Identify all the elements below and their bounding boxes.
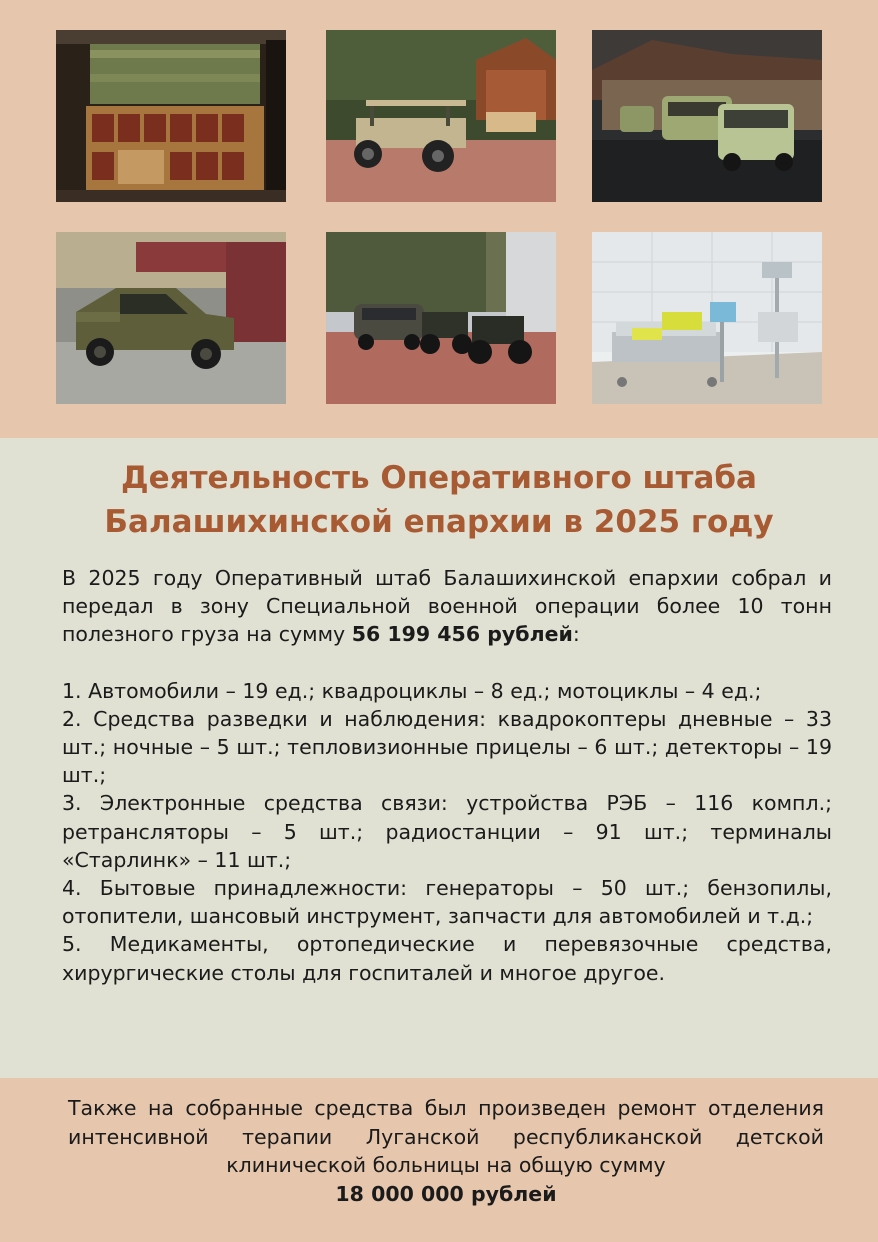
intro-tail: : [572,622,580,647]
title-line-2: Балашихинской епархии в 2025 году [104,504,774,540]
photo-warehouse-boxes [56,30,286,202]
list-item-2: 2. Средства разведки и наблюдения: квадрокоптеры дневные – 33 шт.; ночные – 5 шт.; тепловизионные прицелы – 6 шт.; детекторы – 19 шт.; [62,706,832,788]
intro-amount: 56 199 456 рублей [351,622,573,647]
title-line-1: Деятельность Оперативного штаба [121,460,757,496]
footer-text [68,1094,824,1208]
body-text [62,564,832,987]
footer-amount: 18 000 000 рублей [335,1181,557,1206]
photo-niva-cars-night [592,30,822,202]
photo-suv-and-atvs [326,232,556,404]
intro-text: В 2025 году Оперативный штаб Балашихинской епархии собрал и передал в зону Специальной военной операции более 10 тонн полезного груза на сумму [62,566,832,647]
photo-buggy-yard [326,30,556,202]
list-item-5: 5. Медикаменты, ортопедические и перевязочные средства, хирургические столы для госпиталей и многое другое. [62,932,832,985]
photo-olive-pickup [56,232,286,404]
list-item-4: 4. Бытовые принадлежности: генераторы – 50 шт.; бензопилы, отопители, шансовый инструмент, запчасти для автомобилей и т.д.; [62,876,832,929]
intro-paragraph [62,564,832,649]
photo-medical-equipment [592,232,822,404]
list-item-3: 3. Электронные средства связи: устройства РЭБ – 116 компл.; ретрансляторы – 5 шт.; радиостанции – 91 шт.; терминалы «Старлинк» – 11 шт.; [62,791,832,872]
list-item-1: 1. Автомобили – 19 ед.; квадроциклы – 8 ед.; мотоциклы – 4 ед.; [62,678,762,703]
page-title [0,456,878,544]
photo-section [0,0,878,438]
footer-paragraph: Также на собранные средства был произведен ремонт отделения интенсивной терапии Луганской республиканской детской клинической больницы на общую сумму [68,1096,824,1177]
